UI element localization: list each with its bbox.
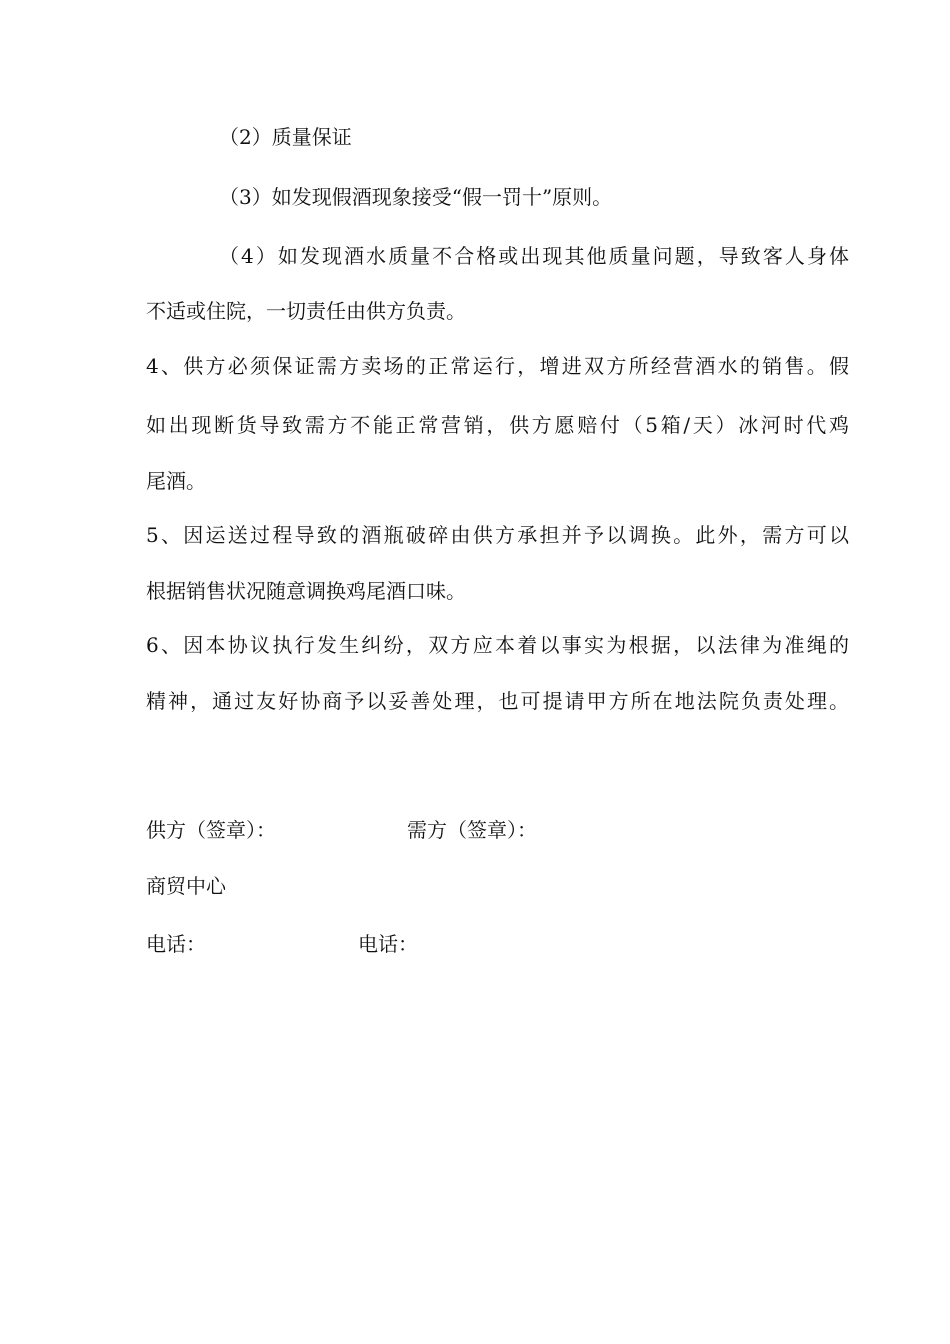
supplier-phone-label: 电话： bbox=[146, 932, 206, 956]
clause-5-line-2: 根据销售状况随意调换鸡尾酒口味。 bbox=[146, 579, 466, 603]
supplier-signature-label: 供方（签章）： bbox=[146, 818, 276, 842]
buyer-phone-label: 电话： bbox=[358, 932, 418, 956]
buyer-signature-label: 需方（签章）： bbox=[407, 818, 537, 842]
clause-5-line-1: 5、因运送过程导致的酒瓶破碎由供方承担并予以调换。此外，需方可以 bbox=[146, 523, 849, 547]
clause-quality-liability-line-2: 不适或住院，一切责任由供方负责。 bbox=[146, 299, 466, 323]
clause-4-line-1: 4、供方必须保证需方卖场的正常运行，增进双方所经营酒水的销售。假 bbox=[146, 354, 849, 378]
clause-4-line-3: 尾酒。 bbox=[146, 469, 206, 493]
clause-4-line-2: 如出现断货导致需方不能正常营销，供方愿赔付（5箱/天）冰河时代鸡 bbox=[146, 413, 849, 437]
clause-quality-liability-line-1: （4）如发现酒水质量不合格或出现其他质量问题，导致客人身体 bbox=[219, 244, 849, 268]
clause-quality-guarantee: （2）质量保证 bbox=[219, 125, 352, 149]
clause-6-line-1: 6、因本协议执行发生纠纷，双方应本着以事实为根据，以法律为准绳的 bbox=[146, 633, 849, 657]
clause-6-line-2: 精神，通过友好协商予以妥善处理，也可提请甲方所在地法院负责处理。 bbox=[146, 689, 849, 713]
supplier-name: 商贸中心 bbox=[146, 874, 226, 898]
clause-fake-liquor-penalty: （3）如发现假酒现象接受“假一罚十”原则。 bbox=[219, 185, 613, 209]
